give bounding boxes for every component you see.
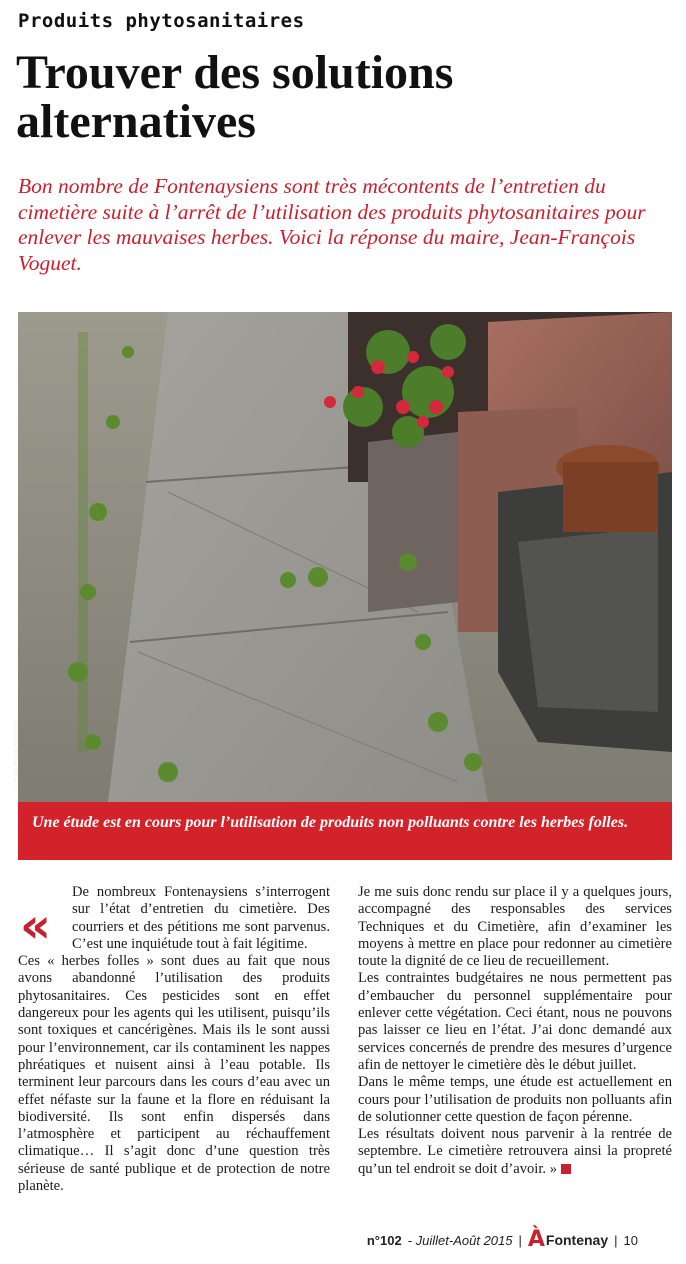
article-lead: Bon nombre de Fontenaysiens sont très mécontents de l’entretien du cimetière suite à l’arrêt de l’utilisation des produits phytosanitaires pour enlever les mauvaises herbes. Voici la réponse du maire, Jean-François Voguet. — [18, 174, 646, 275]
footer-separator: | — [614, 1232, 618, 1248]
cemetery-illustration — [18, 312, 672, 802]
issue-number: n°102 — [366, 1232, 402, 1248]
article-intro-paragraph: De nombreux Fontenaysiens s’interrogent sur l’état d’entretien du cimetière. Des courriers et des pétitions me sont parvenus. C’est une inquiétude tout à fait légitime. — [72, 884, 330, 952]
article-paragraph: Les contraintes budgétaires ne nous permettent pas d’embaucher du personnel supplémentaire pour enlever cette végétation. Ceci étant, nous ne pouvons pas laisser ce lieu en l’état. J’ai donc demandé aux services concernés de prendre des mesures d’urgence afin de nettoyer le cimetière dès le début juillet. — [358, 970, 672, 1073]
photo-caption: Une étude est en cours pour l’utilisation de produits non polluants contre les herbes folles. — [18, 802, 672, 860]
article-paragraph: Ces « herbes folles » sont dues au fait que nous avons abandonné l’utilisation des produits phytosanitaires. Ces pesticides sont en effet dangereux pour les agents qui les utilisent, puisqu’ils sont toxiques et cancérigènes. Mais ils le sont aussi pour l’environnement, car ils contaminent les nappes phréatiques et nuisent ainsi à l’eau potable. Ils terminent leur parcours dans les cours d’eau avec un effet néfaste sur la faune et la flore en réduisant la biodiversité. Ils sont enfin dispersés dans l’atmosphère et participent au réchauffement climatique… Il s’agit donc d’une question très sérieuse de santé publique et de protection de notre planète. — [18, 953, 330, 1195]
article-paragraph-last — [358, 1126, 672, 1178]
end-square-icon — [561, 1164, 571, 1174]
article-closing-text: Les résultats doivent nous parvenir à la rentrée de septembre. Le cimetière retrouvera ainsi la propreté qu’un tel endroit se doit d’avoir. » — [358, 1126, 672, 1177]
issue-date: - Juillet-Août 2015 — [407, 1232, 513, 1248]
fontenay-logo-text: Fontenay — [545, 1232, 609, 1248]
fontenay-logo-mark-icon: À — [527, 1227, 545, 1252]
article-paragraph: Je me suis donc rendu sur place il y a quelques jours, accompagné des responsables des services Techniques et du Cimetière, afin d’examiner les moyens à mettre en place pour redonner au cimetière toute la dignité de ce lieu de recueillement. — [358, 884, 672, 970]
fontenay-logo — [527, 1227, 609, 1252]
article-column-left — [18, 884, 330, 1195]
article-paragraph: Dans le même temps, une étude est actuellement en cours pour l’utilisation de produits non polluants afin de solutionner cette question de façon pérenne. — [358, 1074, 672, 1125]
page-footer — [366, 1227, 638, 1252]
article-column-right — [358, 884, 672, 1178]
section-rubric: Produits phytosanitaires — [18, 10, 305, 32]
cemetery-photo — [13, 312, 672, 802]
page-number: 10 — [623, 1232, 638, 1248]
footer-separator: | — [518, 1232, 522, 1248]
article-title: Trouver des solutions alternatives — [16, 46, 454, 148]
opening-quote: « — [20, 898, 52, 954]
photo-credit: © Rose-Marie Pimentel — [13, 720, 20, 790]
